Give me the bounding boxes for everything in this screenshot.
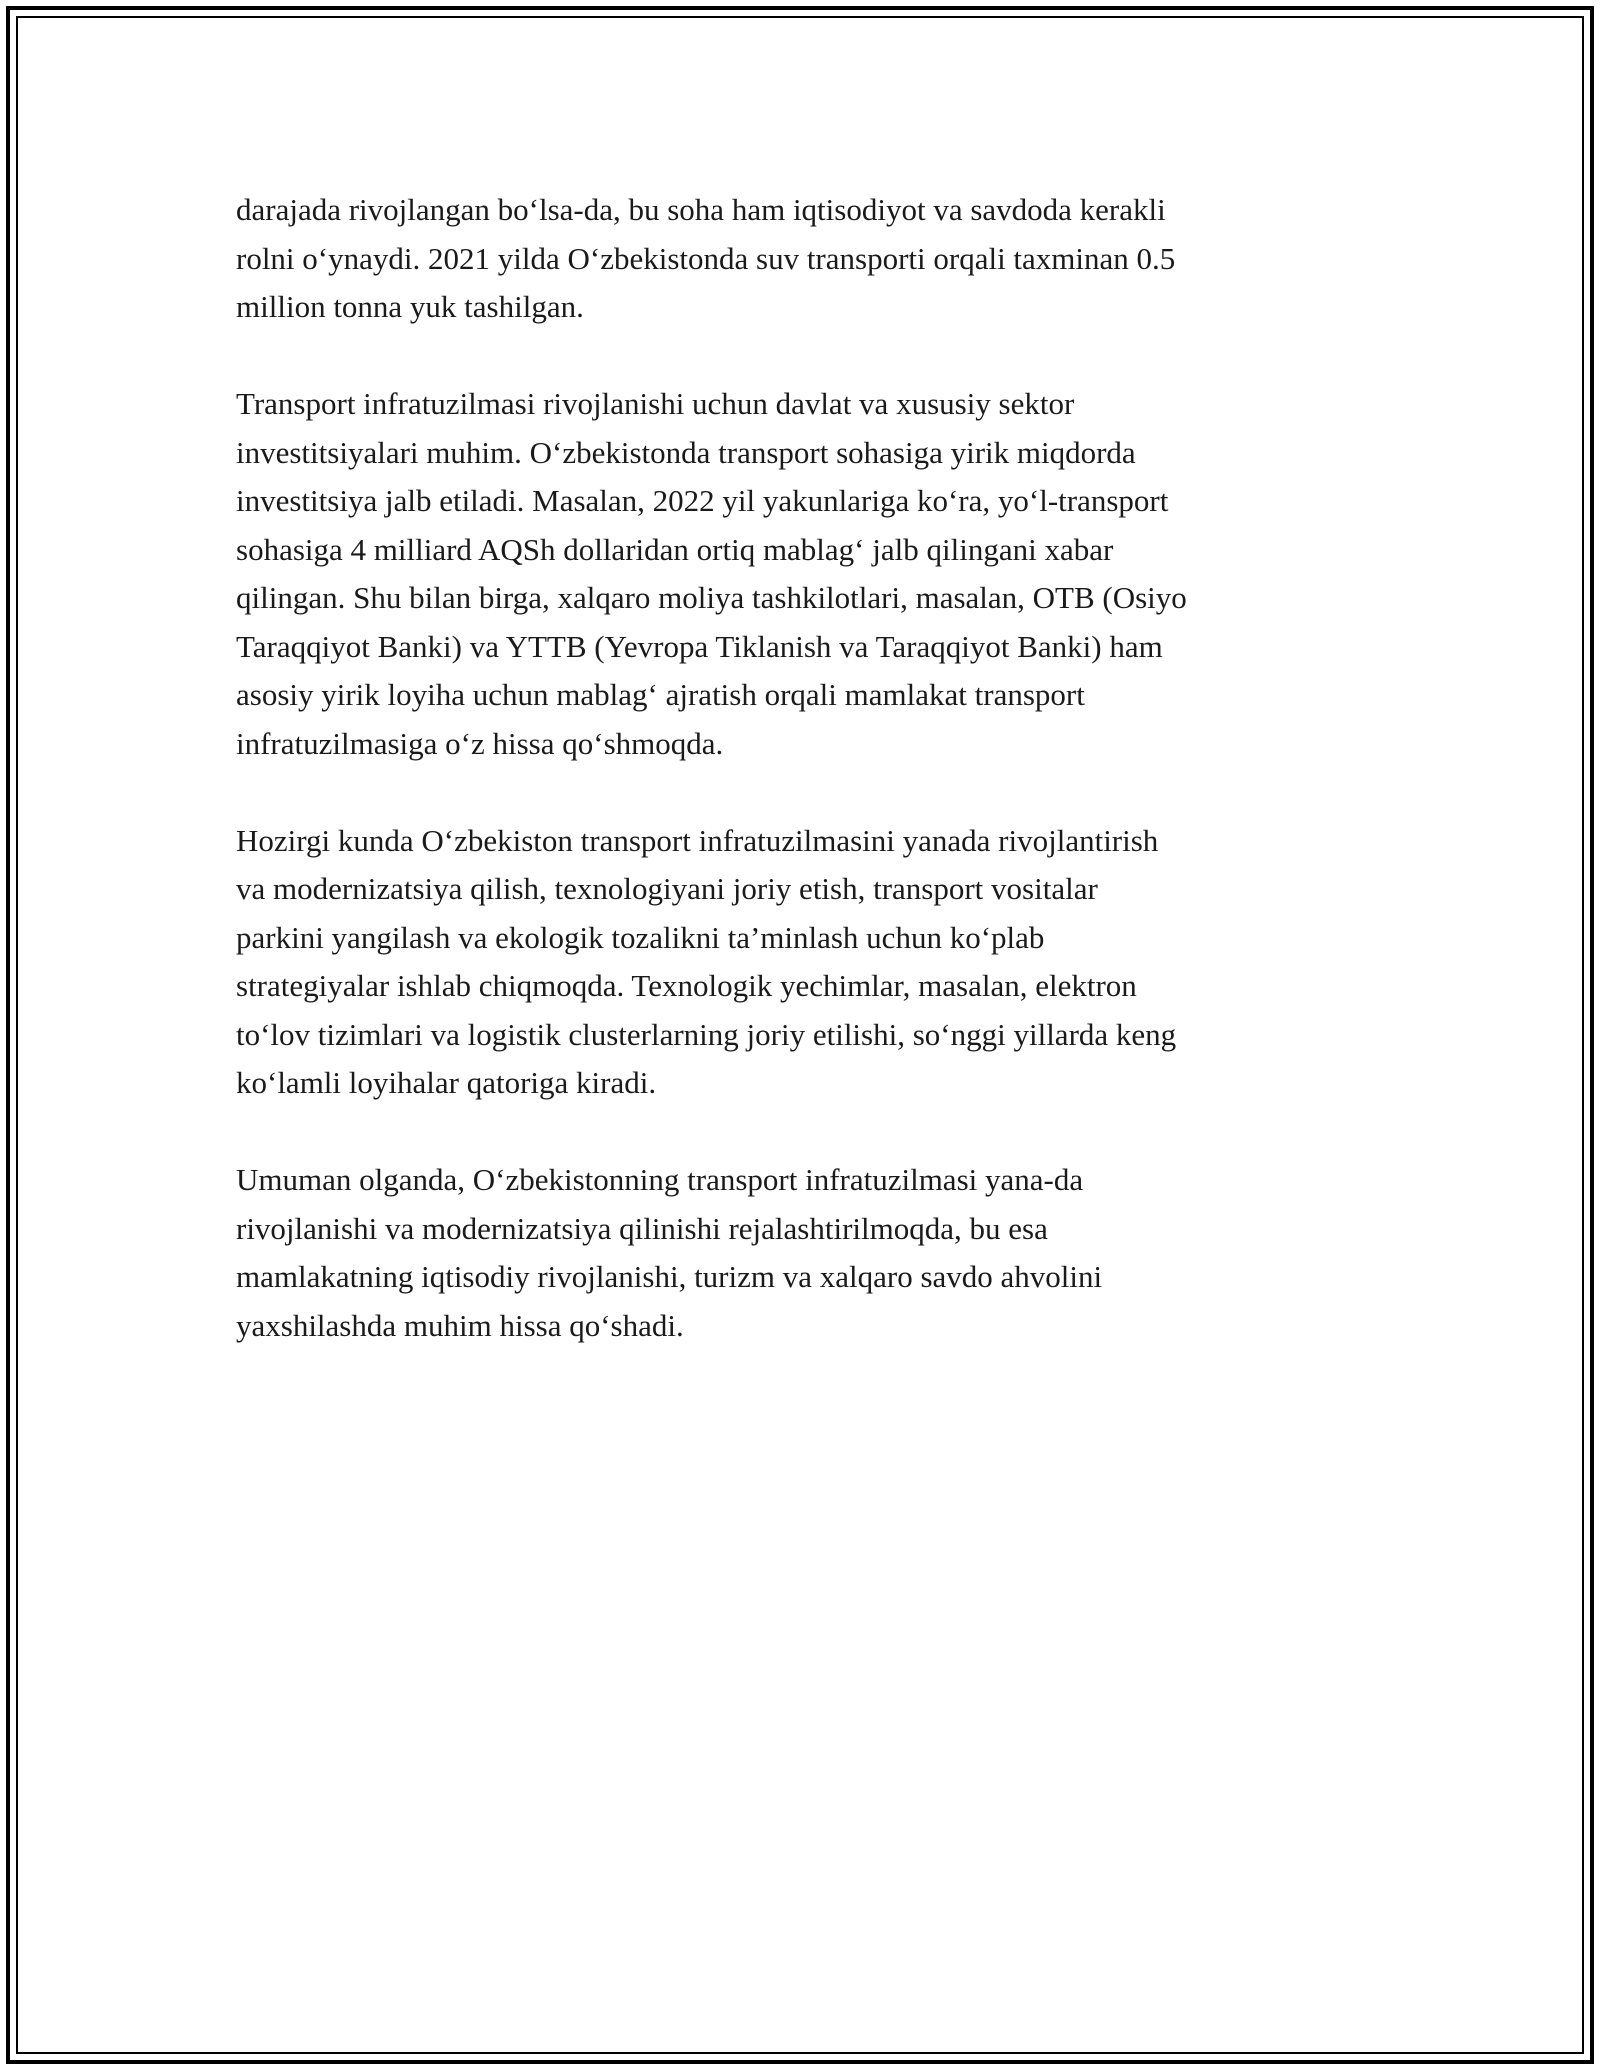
paragraph-investments [236,380,1366,768]
paragraph-water-transport [236,186,1366,332]
text-line: darajada rivojlangan bo‘lsa-da, bu soha ham iqtisodiyot va savdoda kerakli [236,192,1166,227]
text-line: Hozirgi kunda O‘zbekiston transport infratuzilmasini yanada rivojlantirish [236,822,1159,858]
text-line: rolni o‘ynaydi. 2021 yilda O‘zbekistonda suv transporti orqali taxminan 0.5 [236,240,1176,276]
text-line: investitsiyalari muhim. O‘zbekistonda transport sohasiga yirik miqdorda [236,434,1136,470]
paragraph-modernization [236,817,1366,1108]
text-line: qilingan. Shu bilan birga, xalqaro moliya tashkilotlari, masalan, OTB (Osiyo [236,580,1187,615]
text-line: parkini yangilash va ekologik tozalikni ta’minlash uchun ko‘plab [236,919,1045,955]
text-line: yaxshilashda muhim hissa qo‘shadi. [236,1307,684,1343]
text-line: Umuman olganda, O‘zbekistonning transport infratuzilmasi yana-da [236,1162,1084,1197]
text-line: Taraqqiyot Banki) va YTTB (Yevropa Tiklanish va Taraqqiyot Banki) ham [236,628,1163,664]
document-body [236,186,1366,1399]
text-line: strategiyalar ishlab chiqmoqda. Texnologik yechimlar, masalan, elektron [236,968,1137,1003]
paragraph-conclusion [236,1156,1366,1350]
text-line: asosiy yirik loyiha uchun mablag‘ ajratish orqali mamlakat transport [236,677,1085,712]
text-line: va modernizatsiya qilish, texnologiyani joriy etish, transport vositalar [236,871,1098,906]
text-line: ko‘lamli loyihalar qatoriga kiradi. [236,1065,657,1100]
text-line: million tonna yuk tashilgan. [236,289,584,324]
text-line: to‘lov tizimlari va logistik clusterlarning joriy etilishi, so‘nggi yillarda keng [236,1016,1177,1052]
text-line: rivojlanishi va modernizatsiya qilinishi rejalashtirilmoqda, bu esa [236,1210,1048,1246]
text-line: Transport infratuzilmasi rivojlanishi uchun davlat va xususiy sektor [236,386,1075,421]
text-line: mamlakatning iqtisodiy rivojlanishi, turizm va xalqaro savdo ahvolini [236,1259,1103,1294]
text-line: investitsiya jalb etiladi. Masalan, 2022 yil yakunlariga ko‘ra, yo‘l-transport [236,483,1169,518]
text-line: sohasiga 4 milliard AQSh dollaridan ortiq mablag‘ jalb qilingani xabar [236,531,1114,567]
text-line: infratuzilmasiga o‘z hissa qo‘shmoqda. [236,725,724,761]
